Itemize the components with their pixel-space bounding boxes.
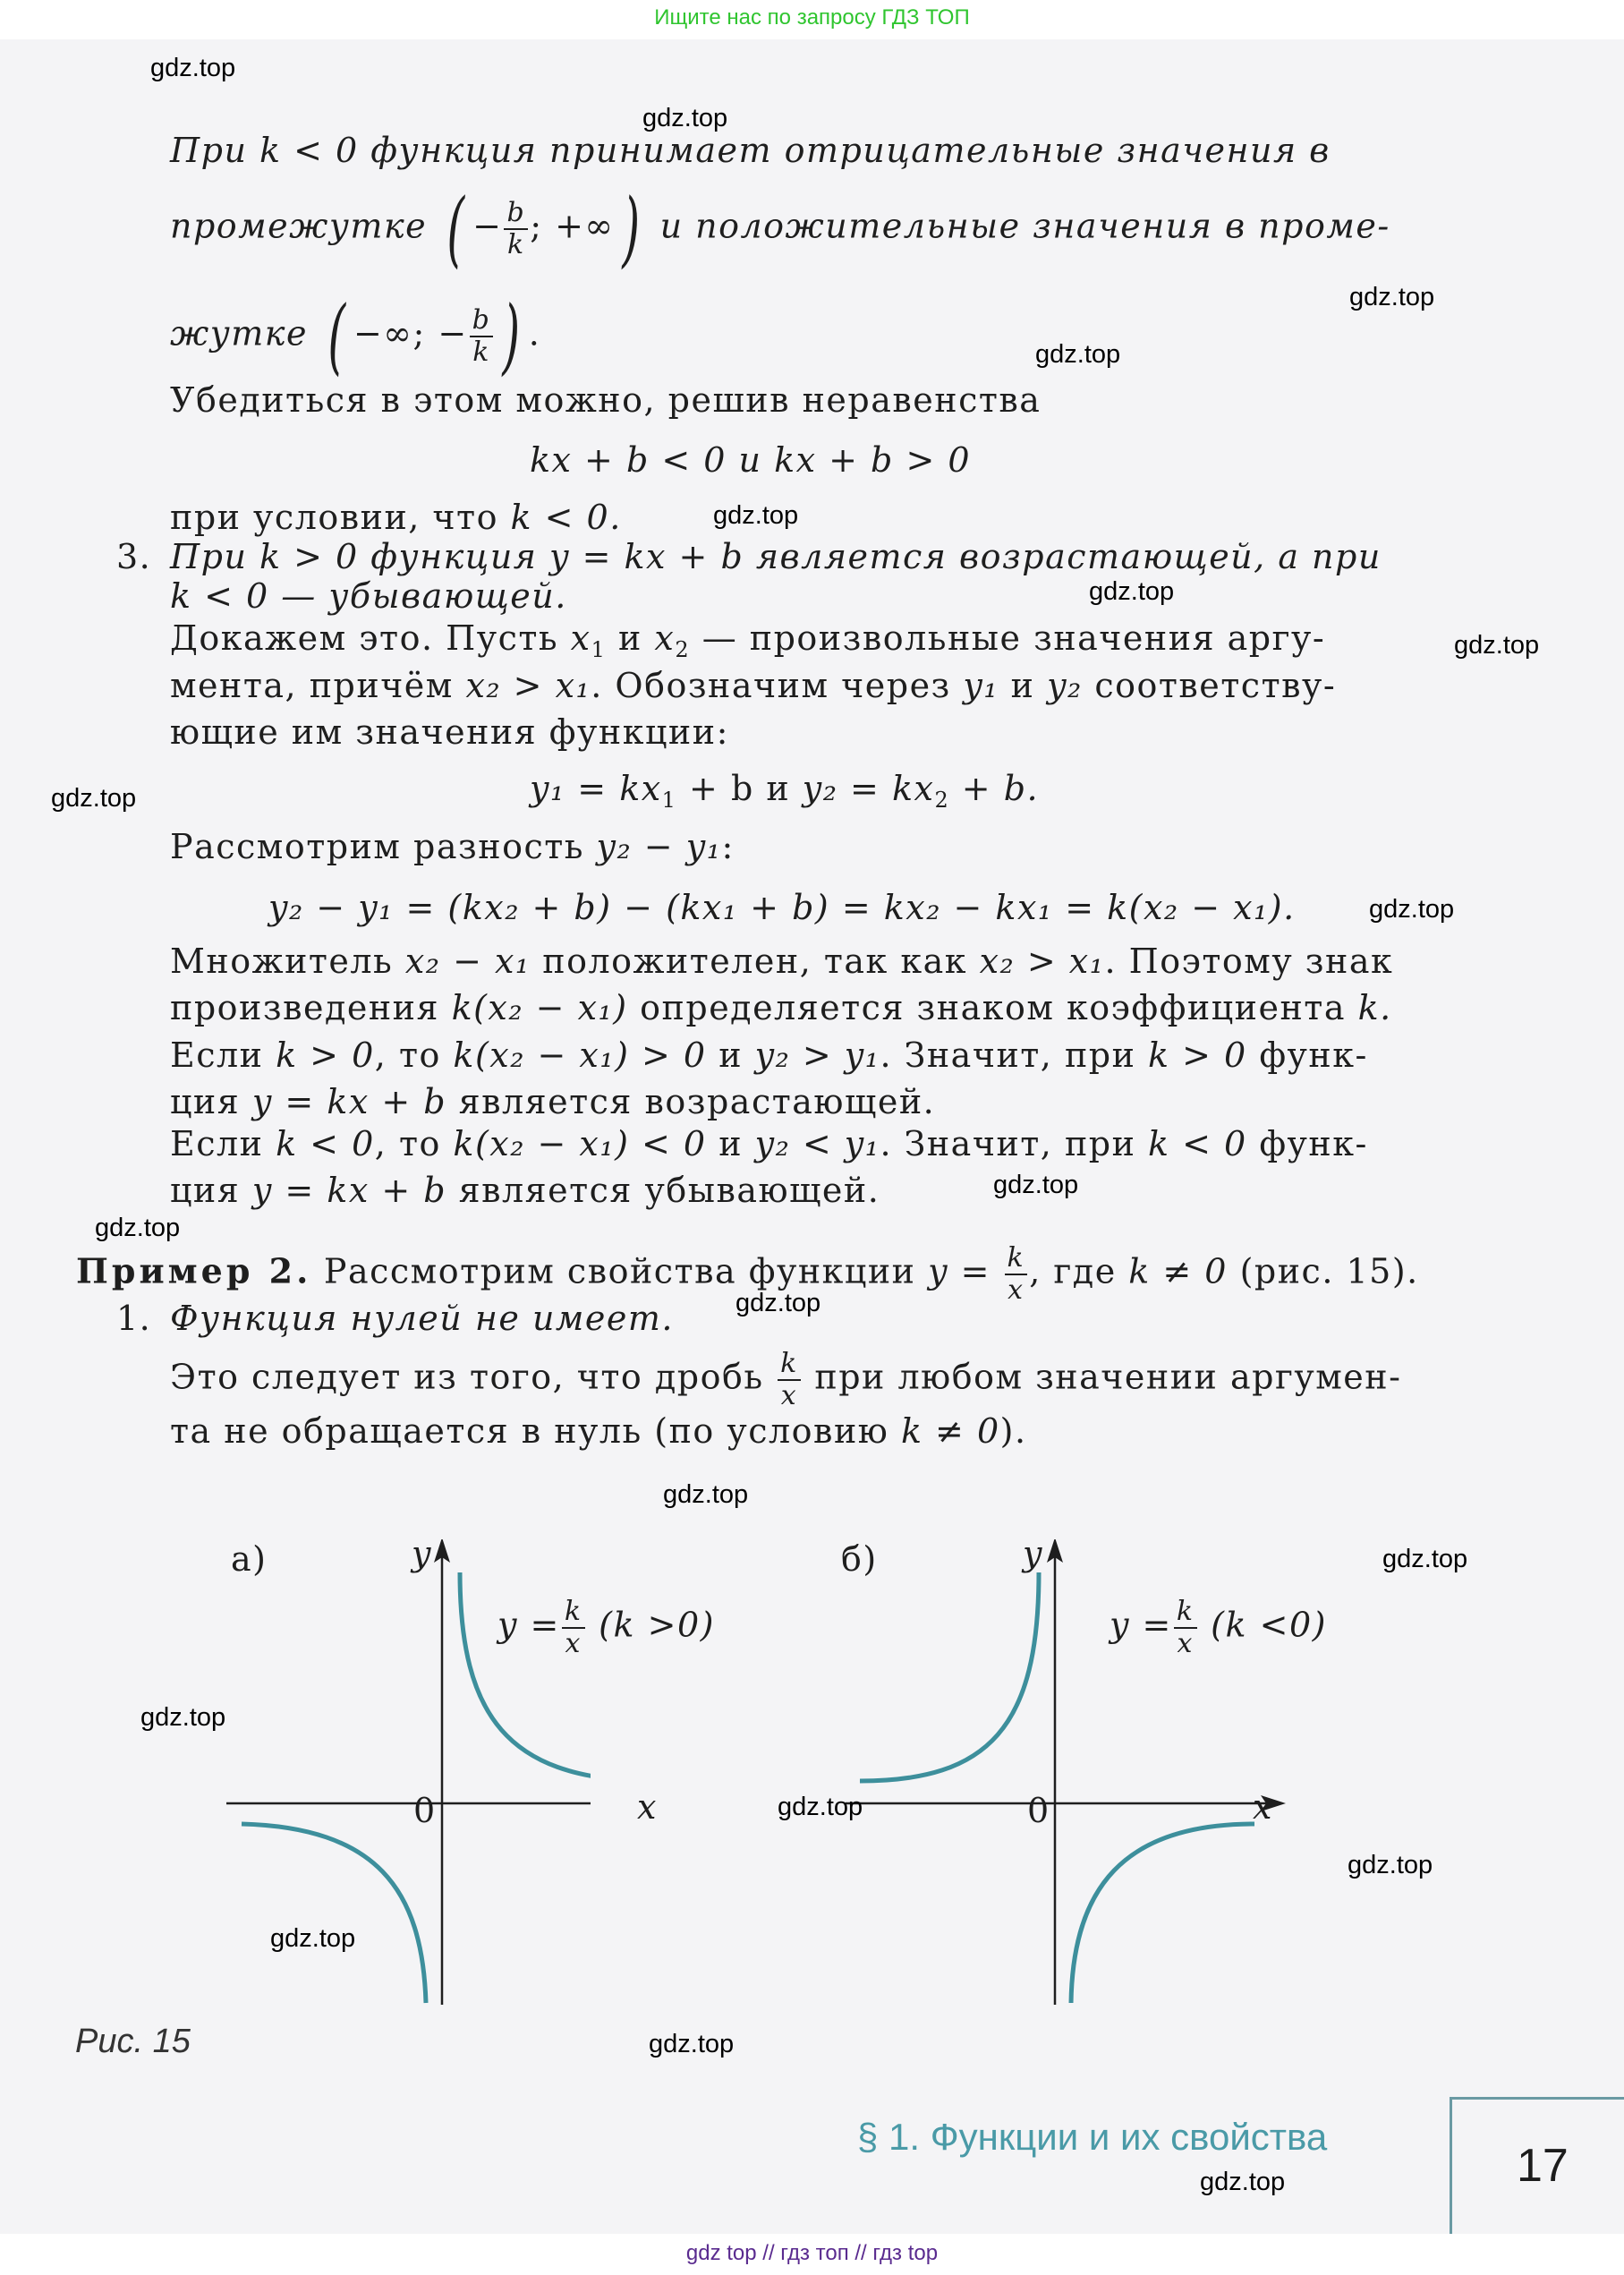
if-positive-line1 (170, 1035, 1368, 1075)
watermark: gdz.top (1200, 2168, 1286, 2196)
t: — произвольные значения аргу- (690, 618, 1326, 658)
m: y = kx + b (251, 1171, 447, 1210)
watermark: gdz.top (95, 1214, 181, 1242)
t: Рассмотрим разность (170, 827, 597, 866)
m: x₂ > x₁ (979, 942, 1105, 981)
sub: 2 (675, 637, 691, 662)
t: ). (999, 1411, 1027, 1451)
t: , то (374, 1035, 454, 1075)
t: Если (170, 1124, 276, 1163)
graph-a-formula (497, 1598, 715, 1657)
t: является убывающей. (446, 1171, 880, 1210)
frac-num: b (470, 307, 494, 337)
inequalities-formula: kx + b < 0 и kx + b > 0 (530, 440, 972, 480)
watermark: gdz.top (778, 1793, 863, 1821)
m: k > 0 (276, 1035, 375, 1075)
watermark: gdz.top (51, 784, 137, 813)
t: ция (170, 1171, 252, 1210)
multiplier-line2 (170, 988, 1392, 1027)
frac-den: x (780, 1380, 798, 1411)
m: k(x₂ − x₁) > 0 (453, 1035, 707, 1075)
k-lt-0: k < 0. (510, 498, 622, 537)
if-negative-line1 (170, 1124, 1368, 1163)
m: y₂ − y₁ (268, 888, 394, 927)
t: : (721, 827, 735, 866)
m: k ≠ 0 (1128, 1251, 1228, 1291)
frac-num: k (778, 1351, 801, 1381)
period: . (528, 313, 541, 354)
sub: 1 (661, 788, 677, 813)
watermark: gdz.top (1454, 631, 1540, 660)
p2-line1: Убедиться в этом можно, решив неравенства (170, 380, 1042, 420)
frac-num: b (504, 200, 528, 230)
sub: 1 (591, 637, 607, 662)
proof-line2 (170, 666, 1336, 705)
sub: 2 (934, 788, 950, 813)
proof-line3: ющие им значения функции: (170, 712, 729, 752)
graph-b-y-axis-label: y (1023, 1534, 1043, 1573)
m: k ≠ 0 (900, 1411, 1000, 1451)
watermark: gdz.top (1369, 895, 1455, 924)
m: = (kx₂ + b) − (kx₁ + b) = kx₂ − kx₁ = k(x₂ − x₁). (405, 888, 1296, 927)
m: y₂ − y₁ (596, 827, 722, 866)
p1-line1: При k < 0 функция принимает отрицательные значения в (170, 131, 1331, 170)
t: Множитель (170, 942, 405, 981)
watermark: gdz.top (140, 1703, 226, 1732)
ex2-item1-number: 1. (116, 1299, 152, 1338)
m: k(x₂ − x₁) < 0 (453, 1124, 707, 1163)
t: и (706, 1035, 755, 1075)
p1-l3-text: жутке (170, 313, 308, 354)
m: k < 0 (1148, 1124, 1247, 1163)
m: + b. (949, 769, 1040, 808)
graph-a-y-axis-label: y (412, 1534, 432, 1573)
frac-num: k (562, 1598, 585, 1629)
t: положителен, так как (530, 942, 980, 981)
frac-den: x (1177, 1628, 1194, 1659)
item3-line2: k < 0 — убывающей. (170, 576, 567, 616)
t: при любом значении аргумен- (802, 1357, 1402, 1397)
proof-line1 (170, 618, 1325, 662)
m: y₂ < y₁ (754, 1124, 880, 1163)
fraction (562, 1598, 585, 1657)
t: (рис. 15). (1227, 1251, 1419, 1291)
equation-y1-y2 (530, 769, 1039, 813)
graph-b-label: б) (841, 1539, 878, 1579)
m: y = (1110, 1605, 1172, 1645)
watermark: gdz.top (1035, 340, 1121, 369)
t: Если (170, 1035, 276, 1075)
x: x (654, 618, 676, 658)
graph-a-origin: 0 (413, 1791, 437, 1830)
m: y = kx + b (251, 1082, 447, 1121)
fraction-b-over-k (470, 304, 494, 368)
condition: (k <0) (1211, 1605, 1327, 1645)
fraction-b-over-k (504, 197, 528, 260)
p1-line3 (170, 288, 541, 384)
t: ция (170, 1082, 252, 1121)
watermark: gdz.top (270, 1924, 356, 1953)
frac-num: k (1174, 1598, 1197, 1629)
right-paren: ) (621, 181, 641, 277)
m: y₁ (963, 666, 999, 705)
watermark: gdz.top (1348, 1851, 1433, 1879)
figure-caption: Рис. 15 (75, 2023, 191, 2060)
t: . Поэтому знак (1104, 942, 1394, 981)
if-positive-line2 (170, 1082, 935, 1121)
t: , то (374, 1124, 454, 1163)
m: x₂ − x₁ (404, 942, 531, 981)
p1-line2 (170, 181, 1390, 277)
m: + b и (676, 769, 803, 808)
watermark: gdz.top (713, 501, 799, 530)
t: функ- (1246, 1035, 1368, 1075)
page-number: 17 (1517, 2140, 1569, 2192)
m: k(x₂ − x₁) (451, 988, 628, 1027)
watermark: gdz.top (150, 54, 236, 82)
frac-num: k (1005, 1245, 1028, 1275)
item3-number: 3. (116, 537, 152, 576)
x: x (570, 618, 591, 658)
watermark: gdz.top (642, 104, 728, 132)
graph-a-label: а) (231, 1539, 268, 1579)
fraction-k-over-x (778, 1348, 801, 1411)
watermark: gdz.top (1089, 577, 1175, 606)
top-banner: Ищите нас по запросу ГДЗ ТОП (0, 0, 1624, 39)
m: y₂ > y₁ (754, 1035, 880, 1075)
frac-den: k (506, 229, 525, 260)
fraction-k-over-x (1005, 1242, 1028, 1306)
m: y₂ (1047, 666, 1083, 705)
ex2-explanation-line2 (170, 1411, 1027, 1451)
bottom-banner: gdz top // гдз топ // гдз top (0, 2234, 1624, 2275)
p2-l2-text: при условии, что (170, 498, 511, 537)
m: y₁ (530, 769, 565, 808)
t: Докажем это. Пусть (170, 618, 571, 658)
left-paren: ( (327, 288, 346, 384)
difference-equation (268, 888, 1296, 927)
ex2-item1: Функция нулей не имеет. (170, 1299, 675, 1338)
t: та не обращается в нуль (по условию (170, 1411, 901, 1451)
m: k. (1357, 988, 1392, 1027)
watermark: gdz.top (735, 1289, 821, 1317)
t: . Значит, при (880, 1035, 1149, 1075)
frac-den: k (472, 337, 490, 368)
watermark: gdz.top (649, 2030, 735, 2058)
watermark: gdz.top (1349, 283, 1435, 311)
graph-a-x-axis-label: x (637, 1787, 658, 1827)
t: функ- (1246, 1124, 1368, 1163)
m: = kx (565, 769, 662, 808)
m: y = (497, 1605, 560, 1645)
m: y = (928, 1251, 1003, 1291)
t: является возрастающей. (446, 1082, 936, 1121)
t: и (999, 666, 1048, 705)
t: . Значит, при (880, 1124, 1149, 1163)
m: = kx (838, 769, 935, 808)
t: . Обозначим через (591, 666, 964, 705)
ex2-explanation-line1 (170, 1348, 1402, 1411)
t: Это следует из того, что дробь (170, 1357, 777, 1397)
m: k < 0 (276, 1124, 375, 1163)
t: определяется знаком коэффициента (627, 988, 1358, 1027)
graph-b-x-axis-label: x (1253, 1787, 1273, 1827)
interval-end: ; +∞ (530, 206, 615, 246)
section-title: § 1. Функции и их свойства (857, 2116, 1328, 2158)
t: мента, причём (170, 666, 466, 705)
fraction (1174, 1598, 1197, 1657)
watermark: gdz.top (993, 1171, 1079, 1199)
m: y₂ (802, 769, 838, 808)
graph-b-formula (1110, 1598, 1327, 1657)
t: Рассмотрим свойства функции (311, 1251, 929, 1291)
frac-den: x (1008, 1274, 1025, 1306)
item3-line1: При k > 0 функция y = kx + b является возрастающей, а при (170, 537, 1382, 576)
watermark: gdz.top (1382, 1545, 1468, 1573)
watermark: gdz.top (663, 1480, 749, 1509)
difference-label (170, 827, 735, 866)
multiplier-line1 (170, 942, 1393, 981)
left-paren: ( (446, 181, 465, 277)
t: произведения (170, 988, 452, 1027)
p2-line2 (170, 498, 622, 537)
t: , где (1029, 1251, 1129, 1291)
interval-start: −∞; − (353, 313, 468, 354)
p1-l2-text-b: и положительные значения в проме- (659, 206, 1390, 246)
p1-l2-text: промежутке (170, 206, 428, 246)
t: соответству- (1082, 666, 1337, 705)
graph-b-origin: 0 (1027, 1791, 1050, 1830)
t: и (606, 618, 655, 658)
right-paren: ) (502, 288, 522, 384)
minus: − (472, 206, 503, 246)
example-label: Пример 2. (76, 1250, 312, 1291)
condition: (k >0) (599, 1605, 715, 1645)
t: и (706, 1124, 755, 1163)
m: x₂ > x₁ (465, 666, 591, 705)
frac-den: x (565, 1628, 582, 1659)
if-negative-line2 (170, 1171, 880, 1210)
m: k > 0 (1148, 1035, 1247, 1075)
